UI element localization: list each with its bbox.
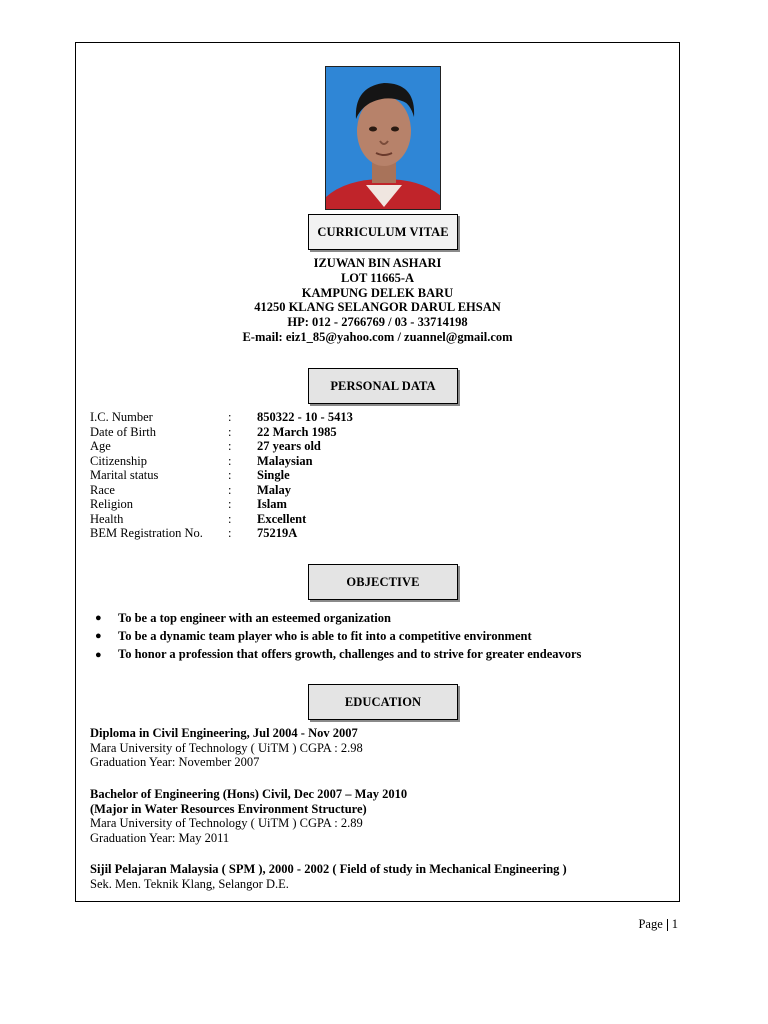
education-heading: Bachelor of Engineering (Hons) Civil, Dec 2007 – May 2010	[90, 787, 408, 801]
education-major: (Major in Water Resources Environment Structure)	[90, 801, 367, 816]
pd-value-ic-number: 850322 - 10 - 5413	[257, 410, 353, 424]
bullet-icon: ●	[95, 612, 102, 625]
personal-data-table	[90, 410, 353, 541]
pd-colon: :	[228, 511, 232, 526]
education-entry-spm	[90, 862, 567, 891]
objective-title: OBJECTIVE	[346, 574, 420, 589]
address-line-1: LOT 11665-A	[340, 270, 415, 285]
education-entry-diploma	[90, 726, 363, 770]
objective-text: To be a dynamic team player who is able to fit into a competitive environment	[118, 628, 532, 643]
address-line-2: KAMPUNG DELEK BARU	[301, 285, 454, 300]
list-item	[95, 609, 581, 627]
pd-label-ic-number: I.C. Number	[90, 410, 153, 424]
pd-value-race: Malay	[257, 482, 292, 497]
contact-block	[76, 256, 679, 345]
education-title-box	[308, 684, 458, 720]
pd-colon: :	[228, 439, 232, 453]
pd-colon: :	[228, 424, 232, 439]
objective-text: To be a top engineer with an esteemed organization	[118, 610, 391, 625]
bullet-icon: ●	[95, 648, 102, 661]
cv-title: CURRICULUM VITAE	[317, 224, 449, 239]
pd-value-bem-registration: 75219A	[257, 526, 298, 540]
page-footer	[638, 917, 678, 932]
pd-value-marital-status: Single	[257, 468, 290, 482]
pd-label-age: Age	[90, 439, 111, 453]
education-institution: Mara University of Technology ( UiTM ) CGPA : 2.89	[90, 816, 363, 831]
pd-label-health: Health	[90, 511, 124, 526]
page-number: 1	[671, 917, 678, 931]
pd-colon: :	[228, 468, 232, 482]
table-row	[90, 512, 353, 527]
table-row	[90, 468, 353, 483]
pd-colon: :	[228, 497, 232, 511]
pd-value-age: 27 years old	[257, 439, 321, 453]
pd-colon: :	[228, 526, 232, 540]
pd-label-marital-status: Marital status	[90, 468, 159, 482]
bullet-icon: ●	[95, 630, 102, 643]
page-label: Page	[638, 917, 663, 931]
list-item	[95, 627, 581, 645]
pd-value-citizenship: Malaysian	[257, 453, 313, 468]
education-graduation: Graduation Year: May 2011	[90, 830, 230, 845]
phone-line: HP: 012 - 2766769 / 03 - 33714198	[287, 315, 468, 330]
pd-value-health: Excellent	[257, 511, 307, 526]
personal-data-title-box	[308, 368, 458, 404]
education-graduation: Graduation Year: November 2007	[90, 755, 260, 770]
pd-label-race: Race	[90, 482, 115, 497]
pd-label-bem-registration: BEM Registration No.	[90, 526, 203, 540]
cv-title-box	[308, 214, 458, 250]
education-heading: Diploma in Civil Engineering, Jul 2004 - Nov 2007	[90, 726, 358, 740]
objective-title-box	[308, 564, 458, 600]
pd-colon: :	[228, 410, 232, 424]
list-item	[95, 646, 581, 664]
address-line-3: 41250 KLANG SELANGOR DARUL EHSAN	[254, 300, 501, 315]
pd-colon: :	[228, 453, 232, 468]
pd-value-religion: Islam	[257, 497, 287, 511]
objective-text: To honor a profession that offers growth, challenges and to strive for greater endeavors	[118, 647, 582, 662]
table-row	[90, 497, 353, 512]
profile-photo-image	[326, 67, 441, 210]
education-title: EDUCATION	[344, 694, 422, 709]
education-school: Sek. Men. Teknik Klang, Selangor D.E.	[90, 876, 289, 891]
pd-label-religion: Religion	[90, 497, 134, 511]
objective-list	[95, 609, 581, 664]
table-row	[90, 454, 353, 469]
pd-value-date-of-birth: 22 March 1985	[257, 424, 337, 439]
table-row	[90, 425, 353, 440]
education-institution: Mara University of Technology ( UiTM ) CGPA : 2.98	[90, 740, 363, 755]
table-row	[90, 439, 353, 454]
pd-label-citizenship: Citizenship	[90, 453, 147, 468]
personal-data-title: PERSONAL DATA	[330, 378, 436, 393]
profile-photo	[325, 66, 441, 210]
pd-label-date-of-birth: Date of Birth	[90, 424, 156, 439]
table-row	[90, 526, 353, 541]
education-heading: Sijil Pelajaran Malaysia ( SPM ), 2000 - 2002 ( Field of study in Mechanical Engineering )	[90, 862, 567, 876]
table-row	[90, 483, 353, 498]
education-entry-degree	[90, 787, 407, 845]
pd-colon: :	[228, 482, 232, 497]
page-separator	[667, 919, 668, 931]
candidate-name: IZUWAN BIN ASHARI	[313, 256, 442, 270]
email-line: E-mail: eiz1_85@yahoo.com / zuannel@gmail.com	[242, 329, 513, 344]
table-row	[90, 410, 353, 425]
